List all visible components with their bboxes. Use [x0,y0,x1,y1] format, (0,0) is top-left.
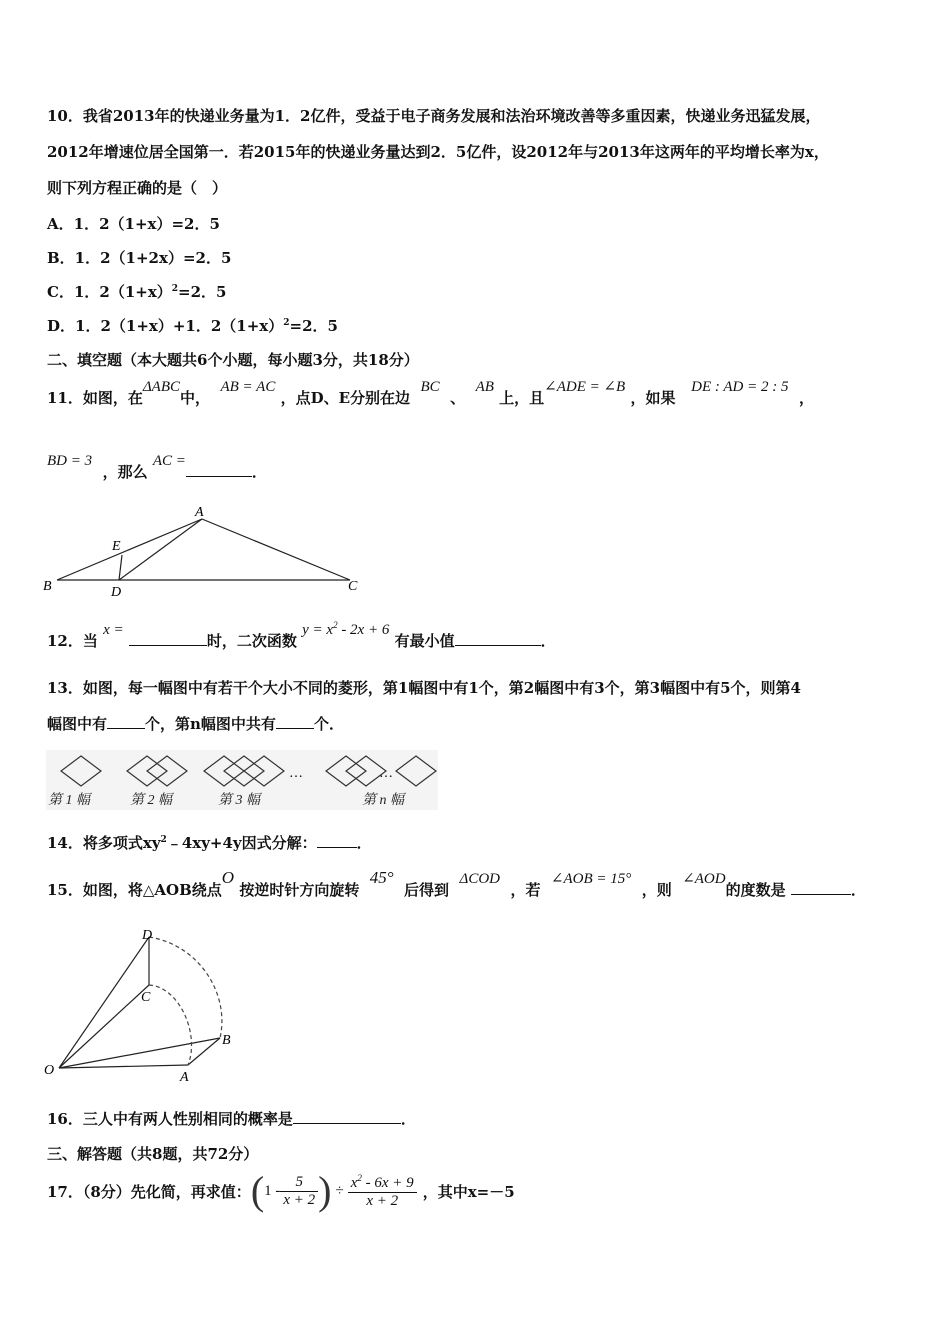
label-a: A [180,1070,189,1085]
segment-ob [59,1038,220,1068]
dots-1: … [289,766,303,781]
q12-min-blank[interactable] [455,633,541,646]
label-c: C [141,990,151,1005]
q11-line-1: 11．如图，在ΔABC中， AB = AC ，点D、E分别在边 BC 、 AB 上，且∠ADE = ∠B ，如果 DE : AD = 2 : 5 ， [47,379,814,407]
arc-ca [149,985,192,1065]
q10-line-3: 则下列方程正确的是（ ） [47,179,228,197]
q10-option-b: B．1．2（1+2x）=2．5 [47,249,232,267]
caption-fig3: 第 3 幅 [218,793,260,808]
label-b: B [43,579,52,594]
q13-line-2: 幅图中有 个，第n幅图中共有 个． [47,715,344,733]
q10-option-d: D．1．2（1+x）+1．$2(1+x)^2=2$．5 [47,317,338,335]
q11-triangle-figure [40,500,370,602]
q17-line: 17．（8分）先化简，再求值： ( 1 - $\frac{5}{x + 2}$ ) ÷ $\frac{x^2 - 6x + 9}{x + 2}$ ，其中x=－5 [47,1168,515,1213]
label-c: C [348,579,358,594]
q13-rhombus-figure [46,750,438,810]
q10-option-c: C．1．$2(1+x)^2=2$．5 [47,283,227,301]
right-paren: ) [318,1168,332,1213]
q10-line-2: 2012年增速位居全国第一．若2015年的快递业务量达到2．5亿件，设2012年与2013年这两年的平均增长率为x， [47,143,829,161]
segment-de [119,555,122,580]
left-paren: ( [250,1168,265,1213]
q15-rotation-figure [40,925,240,1085]
q13-n-blank[interactable] [276,716,314,729]
q16-answer-blank[interactable] [293,1111,401,1124]
label-a: A [195,505,204,520]
caption-fig1: 第 1 幅 [48,793,90,808]
label-e: E [112,539,121,554]
segment-ba [57,519,202,580]
label-o: O [44,1063,55,1078]
fraction-5-over-x-plus-2: $\frac{5}{x + 2}$ [280,1174,318,1209]
label-b: B [222,1033,231,1048]
dots-2: … [379,766,393,781]
q12-x-blank[interactable] [129,633,207,646]
segment-ac [202,519,350,580]
label-d: D [111,585,122,600]
q10-line-1: 10．我省2013年的快递业务量为1．2亿件，受益于电子商务发展和法治环境改善等多重因素，快递业务迅猛发展， [47,107,821,125]
q15-answer-blank[interactable] [791,882,851,895]
q12-line: 12．当 x = 时，二次函数 $y = x^2 - 2x + 6$ 有最小值 ． [47,620,556,650]
q13-line-1: 13．如图，每一幅图中有若干个大小不同的菱形，第1幅图中有1个，第2幅图中有3个，第3幅图中有5个，则第4 [47,679,801,697]
section-2-heading: 二、填空题（本大题共6个小题，每小题3分，共18分） [47,351,419,369]
segment-od [59,937,149,1068]
q10-option-a: A．1．2（1+x）=2．5 [47,215,220,233]
section-3-heading: 三、解答题（共8题，共72分） [47,1145,259,1163]
segment-oc [59,985,149,1068]
fraction-quadratic: $\frac{x^2 - 6x + 9}{x + 2}$ [348,1173,417,1210]
q15-line: 15．如图，将△AOB绕点O 按逆时针方向旋转 45° 后得到 ΔCOD ，若 ∠AOB = 15° ，则 ∠AOD的度数是 ． [47,868,866,899]
q14-answer-blank[interactable] [317,835,357,848]
caption-fign: 第 n 幅 [362,793,404,808]
q11-answer-blank[interactable] [186,464,252,477]
q16-line: 16．三人中有两人性别相同的概率是 ． [47,1110,416,1128]
label-d: D [142,928,153,943]
caption-fig2: 第 2 幅 [130,793,172,808]
q13-count-blank[interactable] [107,716,145,729]
segment-oa [59,1065,188,1068]
segment-ab [188,1038,220,1065]
q14-line: 14．将多项式$xy^2﹣4xy+4y$因式分解： ． [47,834,372,852]
arc-db [149,937,222,1038]
q11-line-2: BD = 3 ，那么 AC =． [47,453,267,481]
segment-ad [119,519,202,580]
